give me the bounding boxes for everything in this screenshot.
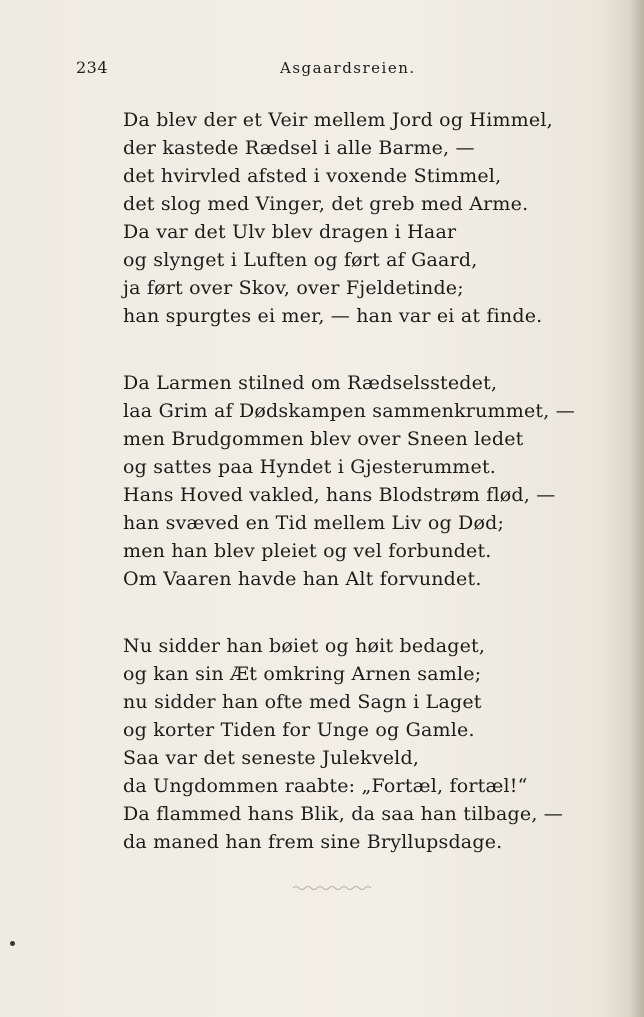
poem-line: nu sidder han ofte med Sagn i Laget <box>123 691 482 713</box>
poem-line: det hvirvled afsted i voxende Stimmel, <box>123 165 502 187</box>
poem-line: Da flammed hans Blik, da saa han tilbage, — <box>123 803 563 825</box>
stanza-2 <box>123 369 603 593</box>
poem-line: Saa var det seneste Julekveld, <box>123 747 420 769</box>
poem-line: han svæved en Tid mellem Liv og Død; <box>123 512 505 534</box>
poem-line: Da blev der et Veir mellem Jord og Himmel, <box>123 109 553 131</box>
poem <box>123 106 603 856</box>
poem-line: og korter Tiden for Unge og Gamle. <box>123 719 475 741</box>
page-number: 234 <box>76 58 109 77</box>
poem-line: og slynget i Luften og ført af Gaard, <box>123 249 478 271</box>
poem-line: da Ungdommen raabte: „Fortæl, fortæl!“ <box>123 775 528 797</box>
stanza-3 <box>123 632 603 856</box>
poem-line: men Brudgommen blev over Sneen ledet <box>123 428 524 450</box>
poem-line: Nu sidder han bøiet og høit bedaget, <box>123 635 486 657</box>
poem-line: laa Grim af Dødskampen sammenkrummet, — <box>123 400 575 422</box>
ink-speck <box>10 941 15 946</box>
poem-line: der kastede Rædsel i alle Barme, — <box>123 137 475 159</box>
poem-line: ja ført over Skov, over Fjeldetinde; <box>123 277 464 299</box>
poem-line: det slog med Vinger, det greb med Arme. <box>123 193 529 215</box>
page-header <box>0 58 644 82</box>
poem-line: og kan sin Æt omkring Arnen samle; <box>123 663 482 685</box>
poem-line: han spurgtes ei mer, — han var ei at finde. <box>123 305 543 327</box>
poem-line: Da Larmen stilned om Rædselsstedet, <box>123 372 498 394</box>
poem-line: Hans Hoved vakled, hans Blodstrøm flød, — <box>123 484 556 506</box>
stanza-1 <box>123 106 603 330</box>
poem-line: men han blev pleiet og vel forbundet. <box>123 540 492 562</box>
poem-line: Da var det Ulv blev dragen i Haar <box>123 221 457 243</box>
end-ornament <box>292 884 374 892</box>
poem-line: og sattes paa Hyndet i Gjesterummet. <box>123 456 497 478</box>
poem-line: da maned han frem sine Bryllupsdage. <box>123 831 503 853</box>
poem-line: Om Vaaren havde han Alt forvundet. <box>123 568 482 590</box>
page-edge-shadow <box>630 0 644 1017</box>
running-head: Asgaardsreien. <box>280 59 416 77</box>
